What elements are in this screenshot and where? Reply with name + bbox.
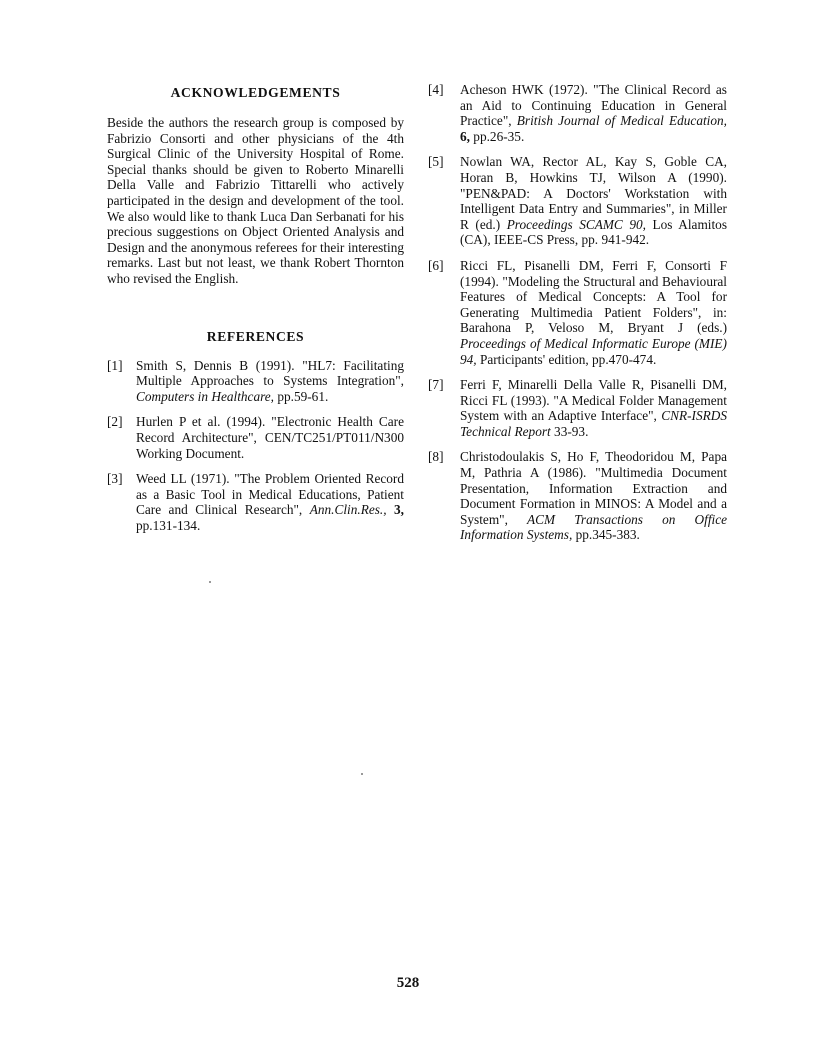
reference-text: Christodoulakis S, Ho F, Theodoridou M, Papa M, Pathria A (1986). "Multimedia Document Presentation, Information Extraction and Document Formation in MINOS: A Model and a System", (460, 449, 727, 527)
reference-source: CNR-ISRDS Technical Report (460, 408, 727, 439)
reference-pages: pp.345-383. (572, 527, 640, 543)
reference-pages: Participants' edition, pp.470-474. (476, 351, 657, 367)
reference-number: [1] (107, 357, 123, 373)
reference-number: [3] (107, 471, 123, 487)
page-number: 528 (396, 975, 420, 991)
acknowledgements-heading: ACKNOWLEDGEMENTS (170, 85, 341, 100)
reference-source: Proceedings SCAMC 90, (506, 216, 646, 232)
reference-pages: pp.131-134. (136, 517, 201, 533)
left-column (107, 82, 404, 543)
reference-source: British Journal of Medical Education, (516, 113, 727, 129)
reference-item (428, 154, 727, 248)
reference-text: Nowlan WA, Rector AL, Kay S, Goble CA, Horan B, Howkins TJ, Wilson A (1990). "PEN&PAD: A Doctors' Workstation with Intelligent Data Entry and Summaries", in Miller R (ed.) (460, 154, 727, 232)
reference-list-continued (428, 82, 727, 543)
reference-source: Proceedings of Medical Informatic Europe (MIE) 94, (460, 335, 727, 367)
reference-volume: 3, (386, 502, 404, 518)
reference-pages: Los Alamitos (CA), IEEE-CS Press, pp. 941-942. (460, 216, 727, 248)
reference-number: [4] (428, 82, 444, 97)
reference-item (107, 358, 404, 405)
reference-number: [7] (428, 377, 444, 393)
scan-speck (361, 773, 363, 775)
reference-text: Ricci FL, Pisanelli DM, Ferri F, Consorti F (1994). "Modeling the Structural and Behavioural Features of Medical Concepts: A Tool for Generating Multimedia Patient Folders", in: Barahona P, Veloso M, Bryant J (eds.) (460, 257, 727, 336)
reference-pages: pp.59-61. (274, 388, 329, 404)
reference-item (107, 471, 404, 533)
reference-text: Acheson HWK (1972). "The Clinical Record as an Aid to Continuing Education in General Practice", (460, 82, 727, 129)
reference-item (428, 449, 727, 543)
scan-speck (209, 581, 211, 583)
reference-source: ACM Transactions on Office Information Systems, (460, 511, 728, 543)
references-heading: REFERENCES (206, 328, 305, 344)
reference-source: Computers in Healthcare, (136, 388, 275, 404)
reference-item (107, 414, 404, 461)
reference-volume: 6, (460, 128, 470, 144)
reference-number: [2] (107, 414, 123, 430)
acknowledgements-body: Beside the authors the research group is composed by Fabrizio Consorti and other physicians of the 4th Surgical Clinic of the University Hospital of Rome. Special thanks should be given to Roberto Minarelli Della Valle and Fabrizio Tittarelli who actively participated in the design and development of the tool. We also would like to thank Luca Dan Serbanati for his precious suggestions on Object Oriented Analysis and Design and the anonymous referees for their interesting remarks. Last but not least, we thank Robert Thornton who revised the English. (107, 115, 404, 286)
reference-text: Smith S, Dennis B (1991). "HL7: Facilitating Multiple Approaches to Systems Integration", (136, 357, 404, 389)
reference-number: [6] (428, 257, 444, 273)
reference-text: Hurlen P et al. (1994). "Electronic Health Care Record Architecture", CEN/TC251/PT011/N300 Working Document. (136, 414, 404, 461)
reference-pages: 33-93. (550, 423, 589, 439)
reference-text: Ferri F, Minarelli Della Valle R, Pisanelli DM, Ricci FL (1993). "A Medical Folder Management System with an Adaptive Interface", (460, 377, 727, 424)
reference-number: [8] (428, 449, 444, 465)
reference-item (428, 258, 727, 367)
reference-source: Ann.Clin.Res., (309, 502, 387, 518)
reference-number: [5] (428, 154, 444, 170)
reference-item (428, 377, 727, 439)
reference-pages: pp.26-35. (469, 128, 525, 144)
right-column (428, 82, 727, 553)
reference-item (428, 82, 727, 144)
reference-list (107, 358, 404, 534)
reference-text: Weed LL (1971). "The Problem Oriented Record as a Basic Tool in Medical Educations, Patient Care and Clinical Research", (136, 471, 404, 518)
